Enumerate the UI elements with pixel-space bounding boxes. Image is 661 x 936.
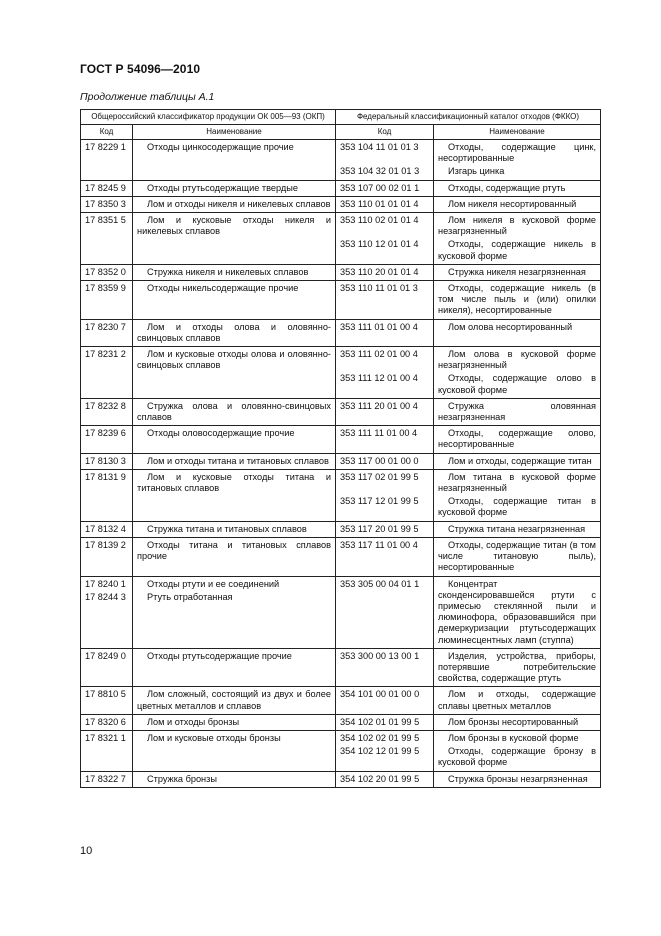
table-row <box>81 730 601 771</box>
fkko-code: 353 117 11 01 00 4 <box>340 539 418 550</box>
okp-code-cell <box>81 196 133 212</box>
table-row <box>81 180 601 196</box>
okp-name: Лом и кусковые отходы бронзы <box>147 732 281 743</box>
okp-name-cell <box>133 196 336 212</box>
fkko-name: Отходы, содержащие ртуть <box>448 182 566 193</box>
fkko-code: 353 111 20 01 00 4 <box>340 400 418 411</box>
fkko-code-header: Код <box>336 125 434 140</box>
okp-code-cell <box>81 771 133 787</box>
okp-code: 17 8245 9 <box>85 182 126 193</box>
fkko-code: 353 110 11 01 01 3 <box>340 283 418 294</box>
okp-code-cell <box>81 213 133 265</box>
fkko-name: Отходы, содержащие никель в кусковой форме <box>438 239 596 261</box>
okp-name-cell <box>133 347 336 399</box>
okp-name: Лом сложный, состоящий из двух и более цветных металлов и сплавов <box>137 689 331 711</box>
fkko-name: Лом бронзы в кусковой форме <box>448 732 579 743</box>
table-row <box>81 426 601 453</box>
fkko-code: 354 102 01 01 99 5 <box>340 716 420 727</box>
okp-name-cell <box>133 264 336 280</box>
okp-code-cell <box>81 730 133 771</box>
fkko-name: Лом титана в кусковой форме незагрязненный <box>438 471 596 494</box>
table-row <box>81 687 601 714</box>
fkko-code: 353 117 00 01 00 0 <box>340 455 419 466</box>
okp-code: 17 8230 7 <box>85 321 126 332</box>
fkko-name: Лом и отходы, содержащие титан <box>448 455 592 466</box>
document-title: ГОСТ Р 54096—2010 <box>80 62 201 76</box>
okp-name-cell <box>133 648 336 687</box>
fkko-name-cell <box>434 453 601 469</box>
fkko-code-cell <box>336 714 434 730</box>
classification-table <box>80 109 601 788</box>
fkko-name: Отходы, содержащие олово в кусковой форме <box>438 373 596 395</box>
okp-code-cell <box>81 648 133 687</box>
table-row <box>81 196 601 212</box>
okp-code: 17 8239 6 <box>85 428 126 439</box>
okp-name: Лом и отходы бронзы <box>147 716 240 727</box>
okp-name-cell <box>133 730 336 771</box>
okp-name-header: Наименование <box>133 125 336 140</box>
fkko-code: 353 111 02 01 00 4 <box>340 349 418 360</box>
fkko-code-cell <box>336 264 434 280</box>
okp-name-cell <box>133 469 336 521</box>
fkko-code-cell <box>336 521 434 537</box>
fkko-name-cell <box>434 714 601 730</box>
fkko-code: 353 300 00 13 00 1 <box>340 650 420 661</box>
okp-name: Стружка титана и титановых сплавов <box>147 523 307 534</box>
okp-code-cell <box>81 521 133 537</box>
fkko-code-cell <box>336 213 434 265</box>
page-number: 10 <box>80 845 93 857</box>
okp-name-cell <box>133 771 336 787</box>
okp-name: Отходы ртути и ее соединений <box>147 578 280 589</box>
fkko-name: Лом олова в кусковой форме незагрязненный <box>438 349 596 371</box>
okp-name-cell <box>133 398 336 425</box>
table-row <box>81 771 601 787</box>
okp-code-cell <box>81 281 133 320</box>
fkko-code-cell <box>336 196 434 212</box>
okp-name: Лом и кусковые отходы никеля и никелевых сплавов <box>137 215 331 237</box>
fkko-name: Лом никеля несортированный <box>448 198 577 209</box>
okp-name-cell <box>133 687 336 714</box>
okp-name-cell <box>133 213 336 265</box>
table-row <box>81 213 601 265</box>
fkko-code-cell <box>336 426 434 453</box>
fkko-code: 354 102 20 01 99 5 <box>340 773 420 784</box>
fkko-code: 353 110 01 01 01 4 <box>340 198 419 209</box>
okp-name: Отходы титана и титановых сплавов прочие <box>137 539 331 562</box>
okp-name-cell <box>133 426 336 453</box>
okp-code-cell <box>81 347 133 399</box>
okp-code-cell <box>81 453 133 469</box>
okp-code-cell <box>81 180 133 196</box>
table-row <box>81 537 601 576</box>
table-row <box>81 140 601 181</box>
fkko-name-cell <box>434 576 601 648</box>
fkko-name: Стружка никеля незагрязненная <box>448 266 586 277</box>
okp-code: 17 8132 4 <box>85 523 126 534</box>
fkko-code-cell <box>336 648 434 687</box>
okp-name-cell <box>133 714 336 730</box>
fkko-code: 354 101 00 01 00 0 <box>340 689 420 700</box>
okp-name: Стружка никеля и никелевых сплавов <box>147 266 309 277</box>
okp-code-cell <box>81 319 133 346</box>
fkko-code-cell <box>336 771 434 787</box>
fkko-code: 353 305 00 04 01 1 <box>340 578 420 589</box>
okp-code-cell <box>81 469 133 521</box>
fkko-code: 353 117 02 01 99 5 <box>340 471 419 482</box>
fkko-name-cell <box>434 537 601 576</box>
fkko-name-cell <box>434 469 601 521</box>
okp-code: 17 8350 3 <box>85 198 126 209</box>
fkko-name-cell <box>434 521 601 537</box>
okp-code: 17 8322 7 <box>85 773 126 784</box>
okp-code: 17 8351 5 <box>85 215 126 226</box>
fkko-name: Отходы, содержащие титан в кусковой форме <box>438 496 596 518</box>
table-row <box>81 714 601 730</box>
fkko-code: 353 107 00 02 01 1 <box>340 182 420 193</box>
fkko-name-cell <box>434 180 601 196</box>
fkko-name: Отходы, содержащие никель (в том числе пыль и (или) опилки никеля), несортированные <box>438 283 596 316</box>
okp-name-cell <box>133 453 336 469</box>
okp-name: Лом и кусковые отходы олова и оловянно-свинцовых сплавов <box>137 349 331 371</box>
okp-code-cell <box>81 714 133 730</box>
okp-name-cell <box>133 319 336 346</box>
fkko-code: 353 104 11 01 01 3 <box>340 142 419 152</box>
fkko-code: 353 111 12 01 00 4 <box>340 373 418 384</box>
fkko-code: 353 111 11 01 00 4 <box>340 428 418 439</box>
fkko-name-cell <box>434 319 601 346</box>
okp-name: Стружка олова и оловянно-свинцовых сплавов <box>137 400 331 423</box>
okp-code-cell <box>81 398 133 425</box>
okp-name-cell <box>133 576 336 648</box>
okp-code-cell <box>81 426 133 453</box>
okp-code: 17 8320 6 <box>85 716 126 727</box>
fkko-code-cell <box>336 687 434 714</box>
fkko-code: 353 111 01 01 00 4 <box>340 321 418 332</box>
fkko-code-cell <box>336 281 434 320</box>
fkko-name-cell <box>434 687 601 714</box>
okp-name-cell <box>133 537 336 576</box>
okp-code-cell <box>81 576 133 648</box>
fkko-code: 353 110 20 01 01 4 <box>340 266 419 277</box>
fkko-name: Отходы, содержащие титан (в том числе титановую пыль), несортированные <box>438 539 596 573</box>
fkko-code-cell <box>336 576 434 648</box>
okp-code: 17 8321 1 <box>85 732 126 743</box>
fkko-code-cell <box>336 180 434 196</box>
fkko-name-cell <box>434 264 601 280</box>
okp-name: Лом и кусковые отходы титана и титановых сплавов <box>137 471 331 494</box>
okp-name-cell <box>133 140 336 181</box>
okp-name: Ртуть отработанная <box>147 591 233 602</box>
fkko-name: Изгарь цинка <box>448 166 505 177</box>
fkko-name: Лом бронзы несортированный <box>448 716 579 727</box>
fkko-code: 354 102 12 01 99 5 <box>340 746 420 757</box>
fkko-name-cell <box>434 213 601 265</box>
okp-code-cell <box>81 140 133 181</box>
table-row <box>81 453 601 469</box>
table-row <box>81 469 601 521</box>
fkko-code-cell <box>336 347 434 399</box>
fkko-name-header: Наименование <box>434 125 601 140</box>
table-caption: Продолжение таблицы А.1 <box>80 91 215 103</box>
table-row <box>81 264 601 280</box>
fkko-code-cell <box>336 730 434 771</box>
table-group-header-row <box>81 110 601 125</box>
okp-name-cell <box>133 281 336 320</box>
table-row <box>81 398 601 425</box>
okp-code: 17 8130 3 <box>85 455 126 466</box>
table-row <box>81 281 601 320</box>
table-row <box>81 521 601 537</box>
fkko-code-cell <box>336 469 434 521</box>
okp-code: 17 8231 2 <box>85 349 126 360</box>
okp-code: 17 8244 3 <box>85 591 126 602</box>
fkko-name: Отходы, содержащие олово, несортированные <box>438 428 596 450</box>
okp-name: Отходы ртутьсодержащие твердые <box>147 182 298 193</box>
fkko-code: 353 104 32 01 01 3 <box>340 166 420 177</box>
okp-name: Стружка бронзы <box>147 773 217 784</box>
fkko-name: Стружка оловянная незагрязненная <box>438 400 596 423</box>
fkko-name-cell <box>434 196 601 212</box>
fkko-code-cell <box>336 537 434 576</box>
okp-code: 17 8131 9 <box>85 471 126 482</box>
okp-code-cell <box>81 687 133 714</box>
okp-code: 17 8810 5 <box>85 689 126 700</box>
fkko-code: 354 102 02 01 99 5 <box>340 732 420 743</box>
table-body <box>81 140 601 788</box>
table-row <box>81 347 601 399</box>
fkko-code-cell <box>336 398 434 425</box>
fkko-name-cell <box>434 281 601 320</box>
fkko-name-cell <box>434 140 601 181</box>
okp-name: Отходы никельсодержащие прочие <box>147 283 299 294</box>
okp-code: 17 8249 0 <box>85 650 126 661</box>
okp-name: Отходы цинкосодержащие прочие <box>147 142 294 152</box>
fkko-code: 353 110 02 01 01 4 <box>340 215 419 226</box>
okp-name: Отходы ртутьсодержащие прочие <box>147 650 292 661</box>
fkko-code-cell <box>336 453 434 469</box>
fkko-name: Лом олова несортированный <box>448 321 573 332</box>
fkko-group-header: Федеральный классификационный каталог отходов (ФККО) <box>336 110 601 125</box>
fkko-name-cell <box>434 648 601 687</box>
okp-name: Лом и отходы никеля и никелевых сплавов <box>147 198 331 209</box>
okp-group-header: Общероссийский классификатор продукции ОК 005—93 (ОКП) <box>81 110 336 125</box>
okp-code-cell <box>81 537 133 576</box>
table-row <box>81 576 601 648</box>
fkko-name: Лом и отходы, содержащие сплавы цветных металлов <box>438 689 596 711</box>
table-row <box>81 319 601 346</box>
fkko-code: 353 117 12 01 99 5 <box>340 496 419 507</box>
fkko-name: Лом никеля в кусковой форме незагрязненный <box>438 215 596 237</box>
okp-code: 17 8139 2 <box>85 539 126 550</box>
fkko-name: Концентрат сконденсировавшейся ртути с примесью стеклянной пыли и люминофора, образовавшийся при демеркуризации ртутьсодержащих люминесцентных ламп (ступпа) <box>438 578 596 645</box>
okp-name-cell <box>133 521 336 537</box>
okp-code: 17 8232 8 <box>85 400 126 411</box>
okp-name-cell <box>133 180 336 196</box>
fkko-name-cell <box>434 730 601 771</box>
fkko-code-cell <box>336 140 434 181</box>
fkko-name: Стружка бронзы незагрязненная <box>448 773 588 784</box>
okp-name: Лом и отходы олова и оловянно-свинцовых сплавов <box>137 321 331 343</box>
fkko-code: 353 117 20 01 99 5 <box>340 523 419 534</box>
fkko-name: Отходы, содержащие бронзу в кусковой форме <box>438 746 596 768</box>
okp-code: 17 8240 1 <box>85 578 126 589</box>
okp-name: Отходы оловосодержащие прочие <box>147 428 295 439</box>
fkko-name: Отходы, содержащие цинк, несортированные <box>438 142 596 164</box>
table-row <box>81 648 601 687</box>
fkko-name: Изделия, устройства, приборы, потерявшие потребительские свойства, содержащие ртуть <box>438 650 596 684</box>
fkko-name-cell <box>434 771 601 787</box>
okp-code-cell <box>81 264 133 280</box>
fkko-name-cell <box>434 347 601 399</box>
fkko-code: 353 110 12 01 01 4 <box>340 239 419 250</box>
okp-code: 17 8359 9 <box>85 283 126 294</box>
okp-code: 17 8352 0 <box>85 266 126 277</box>
okp-name: Лом и отходы титана и титановых сплавов <box>147 455 329 466</box>
fkko-name: Стружка титана незагрязненная <box>448 523 586 534</box>
fkko-code-cell <box>336 319 434 346</box>
okp-code: 17 8229 1 <box>85 142 126 152</box>
fkko-name-cell <box>434 426 601 453</box>
fkko-name-cell <box>434 398 601 425</box>
okp-code-header: Код <box>81 125 133 140</box>
table-column-header-row <box>81 125 601 140</box>
